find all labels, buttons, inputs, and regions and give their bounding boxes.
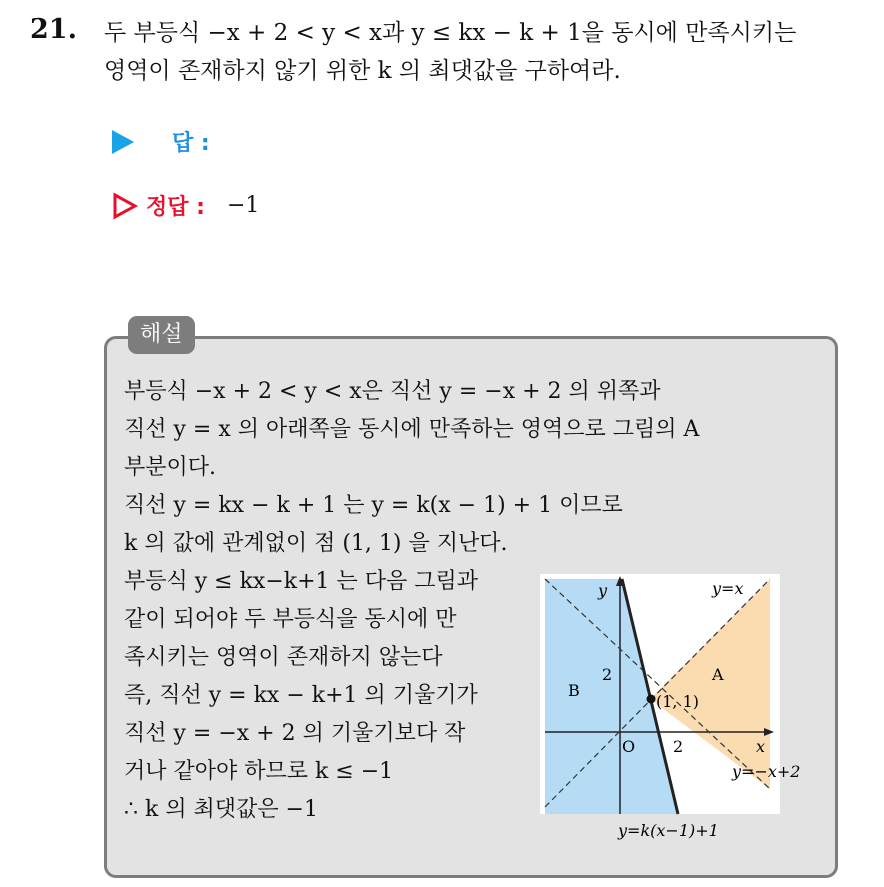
region-b-label: B: [568, 681, 580, 700]
solution-line: 직선 y = x 의 아래쪽을 동시에 만족하는 영역으로 그림의 A: [124, 417, 700, 442]
outline-triangle-icon: [112, 192, 138, 220]
correct-answer-value: −1: [226, 193, 260, 218]
region-a-label: A: [712, 665, 724, 684]
solution-tag: 해설: [128, 316, 195, 354]
play-triangle-icon: [112, 130, 134, 154]
question-text: [104, 14, 874, 90]
point-label: (1, 1): [656, 692, 700, 711]
solution-line: 직선 y = −x + 2 의 기울기보다 작: [124, 721, 466, 746]
solution-line: 직선 y = kx − k + 1 는 y = k(x − 1) + 1 이므로: [124, 493, 623, 518]
solution-line: 부등식 y ≤ kx−k+1 는 다음 그림과: [124, 569, 479, 594]
answer-label: 답 :: [172, 131, 210, 156]
label-y-eq-x: y=x: [712, 579, 744, 598]
label-line-2: y=−x+2: [732, 762, 801, 781]
origin-label: O: [622, 737, 636, 756]
solution-line: 즉, 직선 y = kx − k+1 의 기울기가: [124, 683, 478, 708]
question-line-2: 영역이 존재하지 않기 위한 k 의 최댓값을 구하여라.: [104, 58, 621, 84]
point-1-1: [647, 695, 656, 704]
region-graph: [540, 574, 801, 850]
label-line-3: y=k(x−1)+1: [618, 821, 719, 840]
question-number: 21.: [30, 14, 77, 45]
answer-row: [112, 126, 210, 157]
solution-line: 같이 되어야 두 부등식을 동시에 만: [124, 607, 457, 632]
solution-line: ∴ k 의 최댓값은 −1: [124, 797, 318, 822]
question-line-1: 두 부등식 −x + 2 < y < x과 y ≤ kx − k + 1을 동시에 만족시키는: [104, 20, 797, 46]
x-axis-label: x: [756, 737, 766, 756]
solution-line: k 의 값에 관계없이 점 (1, 1) 을 지난다.: [124, 531, 508, 556]
correct-answer-row: [112, 190, 259, 221]
tick-label-x-2: 2: [673, 737, 684, 756]
correct-answer-label: 정답 :: [146, 195, 205, 220]
solution-line: 부분이다.: [124, 455, 217, 480]
y-axis-label: y: [598, 581, 608, 600]
tick-label-y-2: 2: [602, 665, 613, 684]
solution-line: 족시키는 영역이 존재하지 않는다: [124, 645, 443, 670]
solution-line: 부등식 −x + 2 < y < x은 직선 y = −x + 2 의 위쪽과: [124, 379, 661, 404]
solution-line: 거나 같아야 하므로 k ≤ −1: [124, 759, 394, 784]
